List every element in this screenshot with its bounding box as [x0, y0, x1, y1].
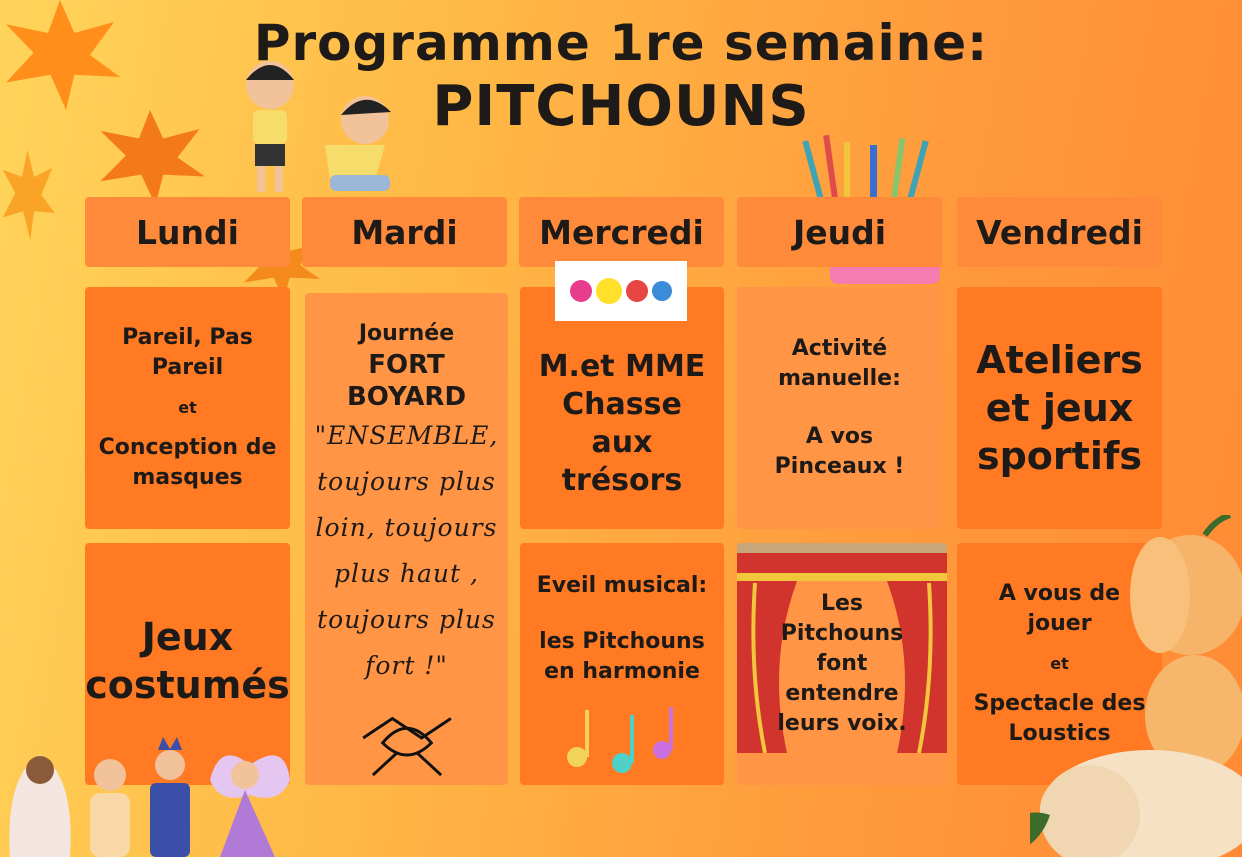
title-line-2: PITCHOUNS — [432, 74, 810, 139]
day-label: Vendredi — [976, 212, 1143, 252]
quote-text: "ENSEMBLE, — [314, 421, 499, 450]
jeudi-morning-card — [737, 287, 942, 529]
activity-text: sportifs — [976, 434, 1142, 478]
title-line-1: Programme 1re semaine: — [253, 14, 989, 72]
activity-text: Pareil, Pas — [122, 325, 253, 350]
quote-text: toujours plus — [317, 467, 496, 496]
lundi-morning-card — [85, 287, 290, 529]
day-header-vendredi — [957, 197, 1162, 267]
activity-text: trésors — [561, 463, 683, 498]
activity-text: masques — [132, 465, 243, 490]
activity-text: manuelle: — [778, 366, 901, 391]
activity-text: font — [816, 651, 868, 676]
vendredi-morning-card — [957, 287, 1162, 529]
day-header-lundi — [85, 197, 290, 267]
activity-text: les Pitchouns — [539, 629, 705, 654]
mercredi-morning-card — [520, 287, 724, 529]
quote-text: plus haut , — [334, 559, 479, 588]
day-label: Lundi — [136, 212, 239, 252]
day-label: Mardi — [351, 212, 458, 252]
activity-text: Conception de — [98, 435, 277, 460]
activity-text: FORT BOYARD — [346, 350, 467, 412]
activity-text: M.et MME — [538, 349, 706, 384]
activity-text: Pareil — [151, 355, 224, 380]
day-label: Jeudi — [792, 212, 887, 252]
mardi-fullday-card — [305, 293, 508, 785]
activity-text: jouer — [1027, 611, 1092, 636]
day-header-jeudi — [737, 197, 942, 267]
activity-text: Ateliers — [976, 338, 1143, 382]
activity-text: et jeux — [985, 386, 1134, 430]
activity-text: Journée — [358, 321, 455, 346]
day-label: Mercredi — [539, 212, 704, 252]
quote-text: toujours plus — [317, 605, 496, 634]
quote-text: loin, toujours — [315, 513, 498, 542]
activity-text: en harmonie — [544, 659, 700, 684]
activity-text: Spectacle des — [973, 691, 1146, 716]
connector-text: et — [178, 398, 197, 417]
connector-text: et — [1050, 654, 1069, 673]
page-title — [0, 12, 1242, 140]
pumpkin-icon — [1030, 515, 1242, 857]
costumed-kids-icon — [0, 735, 300, 857]
activity-text: costumés — [85, 663, 290, 707]
quote-text: fort !" — [365, 651, 448, 680]
activity-text: entendre — [785, 681, 899, 706]
handshake-icon — [352, 699, 462, 777]
day-header-mercredi — [519, 197, 724, 267]
music-notes-icon — [547, 695, 697, 775]
mercredi-afternoon-card — [520, 543, 724, 785]
activity-text: aux — [591, 425, 653, 460]
activity-text: Les — [820, 591, 864, 616]
maple-leaf-icon — [0, 150, 55, 240]
mr-men-icon — [555, 261, 687, 321]
activity-text: A vous de — [998, 581, 1121, 606]
activity-text: Pinceaux ! — [774, 454, 905, 479]
activity-text: Eveil musical: — [536, 573, 708, 598]
activity-text: Jeux — [141, 615, 234, 659]
activity-text: leurs voix. — [777, 711, 907, 736]
day-header-mardi — [302, 197, 507, 267]
activity-text: Pitchouns — [780, 621, 904, 646]
jeudi-afternoon-card — [737, 543, 947, 785]
activity-text: Activité — [791, 336, 888, 361]
activity-text: A vos — [805, 424, 874, 449]
activity-text: Chasse — [562, 387, 682, 422]
activity-text: Loustics — [1008, 721, 1111, 746]
